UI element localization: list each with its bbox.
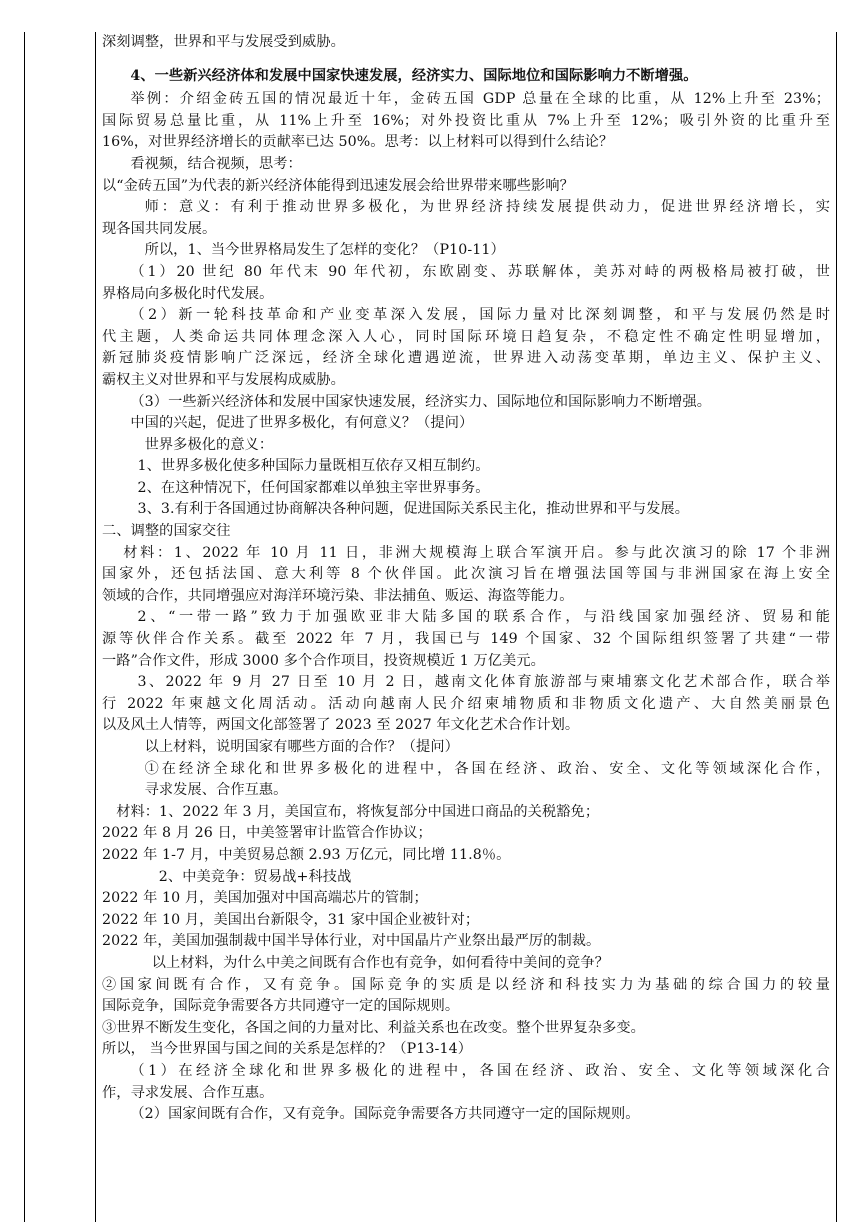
text-line: 2022 年 1-7 月，中美贸易总额 2.93 万亿元，同比增 11.8％。	[102, 846, 511, 863]
text-line: 举例：介绍金砖五国的情况最近十年，金砖五国 GDP 总量在全球的比重，从 12%上升至 23%；	[130, 91, 830, 108]
text-line: 霸权主义对世界和平与发展构成威胁。	[102, 371, 345, 388]
text-line: 2、在这种情况下，任何国家都难以单独主宰世界事务。	[137, 479, 490, 496]
text-line: 师：意义：有利于推动世界多极化，为世界经济持续发展提供动力，促进世界经济增长，实	[144, 199, 830, 216]
text-line: 材料：1、2022 年 3 月，美国宣布，将恢复部分中国进口商品的关税豁免；	[116, 803, 600, 820]
text-line: 中国的兴起，促进了世界多极化，有何意义？（提问）	[130, 415, 474, 432]
text-line: （3）一些新兴经济体和发展中国家快速发展，经济实力、国际地位和国际影响力不断增强。	[130, 393, 712, 410]
text-line: 行 2022 年柬越文化周活动。活动向越南人民介绍柬埔物质和非物质文化遗产、大自然美丽景色	[102, 695, 830, 712]
text-line: 材料：1、2022 年 10 月 11 日，非洲大规模海上联合军演开启。参与此次演习的除 17 个非洲	[123, 544, 830, 561]
text-line: 一路”合作文件，形成 3000 多个合作项目，投资规模近 1 万亿美元。	[102, 652, 545, 669]
document-body	[102, 32, 830, 1126]
text-line: 2022 年 8 月 26 日，中美签署审计监管合作协议；	[102, 825, 432, 842]
text-line: 源等伙伴合作关系。截至 2022 年 7 月，我国已与 149 个国家、32 个国际组织签署了共建“一带	[102, 631, 830, 648]
text-line: 看视频，结合视频，思考：	[130, 155, 302, 172]
text-line: 作，寻求发展、合作互惠。	[102, 1084, 274, 1101]
text-line: 深刻调整，世界和平与发展受到威胁。	[102, 34, 345, 50]
text-line: ①在经济全球化和世界多极化的进程中，各国在经济、政治、安全、文化等领域深化合作，	[144, 760, 830, 777]
text-line: （1）在经济全球化和世界多极化的进程中，各国在经济、政治、安全、文化等领域深化合	[130, 1062, 830, 1079]
text-line: 以“金砖五国”为代表的新兴经济体能得到迅速发展会给世界带来哪些影响？	[102, 177, 574, 194]
text-line: 领域的合作，共同增强应对海洋环境污染、非法捕鱼、贩运、海盗等能力。	[102, 587, 574, 604]
text-line: 界格局向多极化时代发展。	[102, 285, 274, 302]
text-line: 4、一些新兴经济体和发展中国家快速发展，经济实力、国际地位和国际影响力不断增强。	[130, 67, 698, 84]
text-line: 2022 年 10 月，美国出台新限令，31 家中国企业被针对；	[102, 911, 480, 928]
text-line: 以上材料，说明国家有哪些方面的合作？（提问）	[144, 739, 459, 755]
text-line: 所以，1、当今世界格局发生了怎样的变化？（P10-11）	[144, 242, 505, 259]
text-line: （2）国家间既有合作，又有竞争。国际竞争需要各方共同遵守一定的国际规则。	[130, 1106, 640, 1123]
text-line: 2022 年，美国加强制裁中国半导体行业，对中国晶片产业祭出最严厉的制裁。	[102, 933, 601, 950]
text-line: ③世界不断发生变化，各国之间的力量对比、利益关系也在改变。整个世界复杂多变。	[102, 1019, 645, 1036]
text-line: 寻求发展、合作互惠。	[144, 782, 288, 799]
text-line: 所以， 当今世界国与国之间的关系是怎样的？（P13-14）	[102, 1041, 472, 1058]
text-line: 以上材料，为什么中美之间既有合作也有竞争，如何看待中美间的竞争？	[151, 954, 609, 971]
text-line: 国际贸易总量比重，从 11%上升至 16%；对外投资比重从 7%上升至 12%；吸引外资的比重升至	[102, 112, 830, 129]
text-line: 二、调整的国家交往	[102, 523, 231, 540]
text-line: 国家外，还包括法国、意大利等 8 个伙伴国。此次演习旨在增强法国等国与非洲国家在海上安全	[102, 566, 830, 583]
text-line: 2022 年 10 月，美国加强对中国高端芯片的管制；	[102, 890, 428, 907]
text-line: 2、“一带一路”致力于加强欧亚非大陆多国的联系合作，与沿线国家加强经济、贸易和能	[137, 609, 830, 626]
text-line: 16%，对世界经济增长的贡献率已达 50%。思考：以上材料可以得到什么结论？	[102, 134, 614, 151]
text-line: 3、3.有利于各国通过协商解决各种问题，促进国际关系民主化，推动世界和平与发展。	[137, 501, 690, 518]
text-line: （2）新一轮科技革命和产业变革深入发展，国际力量对比深刻调整，和平与发展仍然是时	[130, 307, 830, 324]
text-line: 以及风土人情等，两国文化部签署了 2023 至 2027 年文化艺术合作计划。	[102, 717, 580, 734]
text-line: （1）20 世纪 80 年代末 90 年代初，东欧剧变、苏联解体，美苏对峙的两极格局被打破，世	[130, 263, 830, 280]
text-line: 国际竞争，国际竞争需要各方共同遵守一定的国际规则。	[102, 998, 460, 1015]
text-line: 新冠肺炎疫情影响广泛深远，经济全球化遭遇逆流，世界进入动荡变革期，单边主义、保护主义、	[102, 350, 830, 367]
text-line: 代主题，人类命运共同体理念深入人心，同时国际环境日趋复杂，不稳定性不确定性明显增加，	[102, 328, 830, 345]
column-divider	[95, 32, 96, 1222]
text-line: 世界多极化的意义：	[144, 436, 274, 453]
text-line: 1、世界多极化使多种国际力量既相互依存又相互制约。	[137, 458, 490, 475]
text-line: 现各国共同发展。	[102, 220, 217, 237]
text-line: 3、2022 年 9 月 27 日至 10 月 2 日，越南文化体育旅游部与柬埔寨文化艺术部合作，联合举	[137, 674, 830, 691]
text-line: 2、中美竞争：贸易战+科技战	[158, 868, 352, 885]
text-line: ②国家间既有合作，又有竞争。国际竞争的实质是以经济和科技实力为基础的综合国力的较量	[102, 976, 830, 993]
